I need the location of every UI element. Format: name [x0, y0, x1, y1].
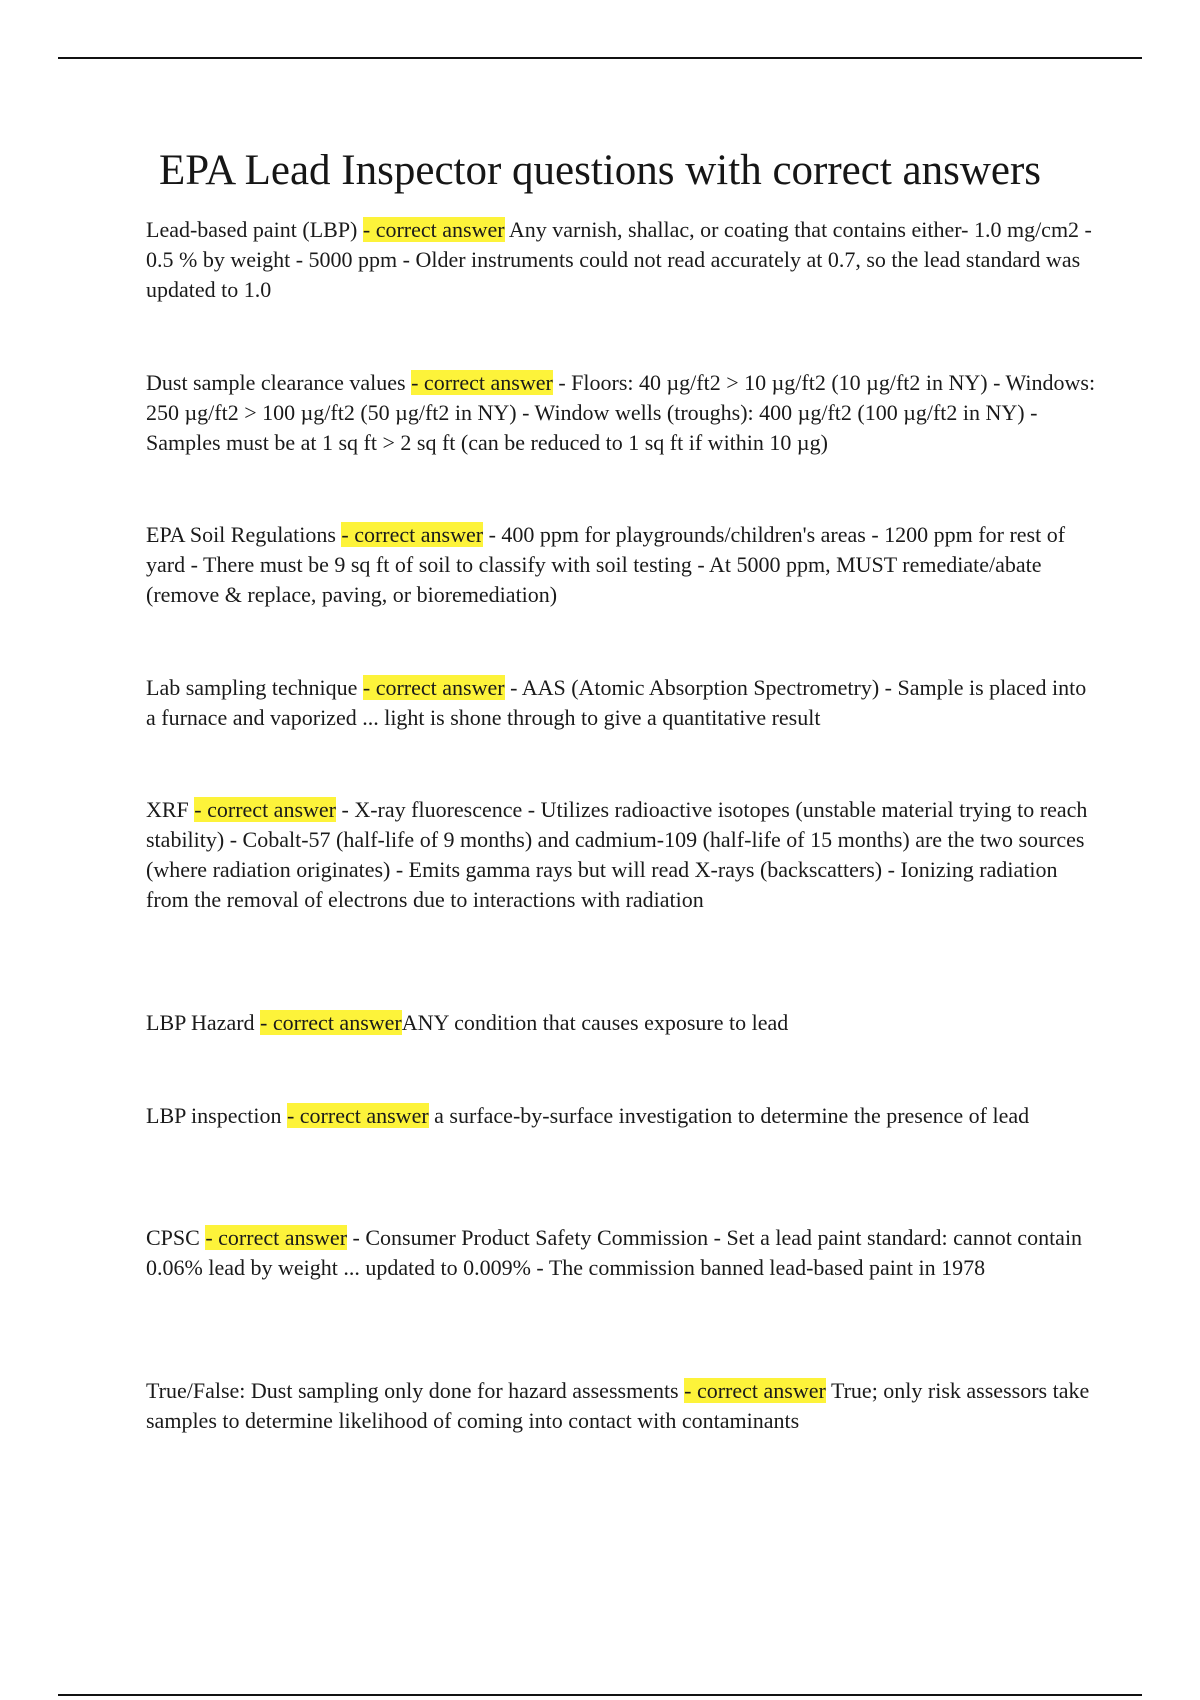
correct-answer-marker: - correct answer: [362, 217, 505, 242]
answer-text: - AAS (Atomic Absorption Spectrometry) - Sample is placed into a furnace and vaporized ... light is shone through to give a quantitative result: [146, 675, 1087, 730]
correct-answer-marker: - correct answer: [341, 522, 484, 547]
answer-text: Any varnish, shallac, or coating that contains either- 1.0 mg/cm2 - 0.5 % by weight - 5000 ppm - Older instruments could not read accurately at 0.7, so the lead standard was updated to 1.0: [146, 217, 1092, 302]
correct-answer-marker: - correct answer: [286, 1103, 429, 1128]
qa-item-soil-regulations: [146, 520, 1096, 610]
correct-answer-marker: - correct answer: [194, 797, 336, 822]
qa-item-cpsc: [146, 1223, 1096, 1283]
question-text: True/False: Dust sampling only done for hazard assessments: [146, 1378, 679, 1403]
bottom-rule: [58, 1694, 1142, 1696]
answer-text: - Consumer Product Safety Commission - Set a lead paint standard: cannot contain 0.06% lead by weight ... updated to 0.009% - The commission banned lead-based paint in 1978: [146, 1225, 1083, 1280]
answer-text: True; only risk assessors take samples to determine likelihood of coming into contact with contaminants: [146, 1378, 1090, 1433]
answer-text: - X-ray fluorescence - Utilizes radioactive isotopes (unstable material trying to reach stability) - Cobalt-57 (half-life of 9 months) and cadmium-109 (half-life of 15 months) are the two sources (where radiation originates) - Emits gamma rays but will read X-rays (backscatters) - Ionizing radiation from the removal of electrons due to interactions with radiation: [146, 797, 1088, 912]
answer-text: a surface-by-surface investigation to determine the presence of lead: [434, 1103, 1030, 1128]
correct-answer-marker: - correct answer: [205, 1225, 348, 1250]
answer-text: - Floors: 40 µg/ft2 > 10 µg/ft2 (10 µg/ft2 in NY) - Windows: 250 µg/ft2 > 100 µg/ft2 (50 µg/ft2 in NY) - Window wells (troughs): 400 µg/ft2 (100 µg/ft2 in NY) - Samples must be at 1 sq ft > 2 sq ft (can be reduced to 1 sq ft if within 10 µg): [146, 370, 1096, 455]
answer-text: - 400 ppm for playgrounds/children's areas - 1200 ppm for rest of yard - There must be 9 sq ft of soil to classify with soil testing - At 5000 ppm, MUST remediate/abate (remove & replace, paving, or bioremediation): [146, 522, 1066, 607]
question-text: Lab sampling technique: [146, 675, 358, 700]
question-text: CPSC: [146, 1225, 200, 1250]
correct-answer-marker: - correct answer: [362, 675, 505, 700]
correct-answer-marker: - correct answer: [260, 1010, 402, 1035]
question-text: LBP Hazard: [146, 1010, 255, 1035]
correct-answer-marker: - correct answer: [411, 370, 553, 395]
qa-item-dust-clearance: [146, 368, 1096, 458]
question-text: Lead-based paint (LBP): [146, 217, 358, 242]
top-rule: [58, 57, 1142, 59]
question-text: LBP inspection: [146, 1103, 282, 1128]
document-title: EPA Lead Inspector questions with correct answers: [158, 147, 1042, 194]
qa-item-lab-sampling: [146, 673, 1096, 733]
question-text: EPA Soil Regulations: [146, 522, 336, 547]
correct-answer-marker: - correct answer: [684, 1378, 826, 1403]
question-text: XRF: [146, 797, 189, 822]
question-text: Dust sample clearance values: [146, 370, 406, 395]
qa-item-lbp-hazard: [146, 1008, 1096, 1038]
qa-item-xrf: [146, 795, 1096, 915]
qa-item-dust-sampling-true-false: [146, 1376, 1096, 1436]
qa-item-lead-based-paint: [146, 215, 1096, 305]
answer-text: ANY condition that causes exposure to lead: [401, 1010, 789, 1035]
qa-item-lbp-inspection: [146, 1101, 1096, 1131]
